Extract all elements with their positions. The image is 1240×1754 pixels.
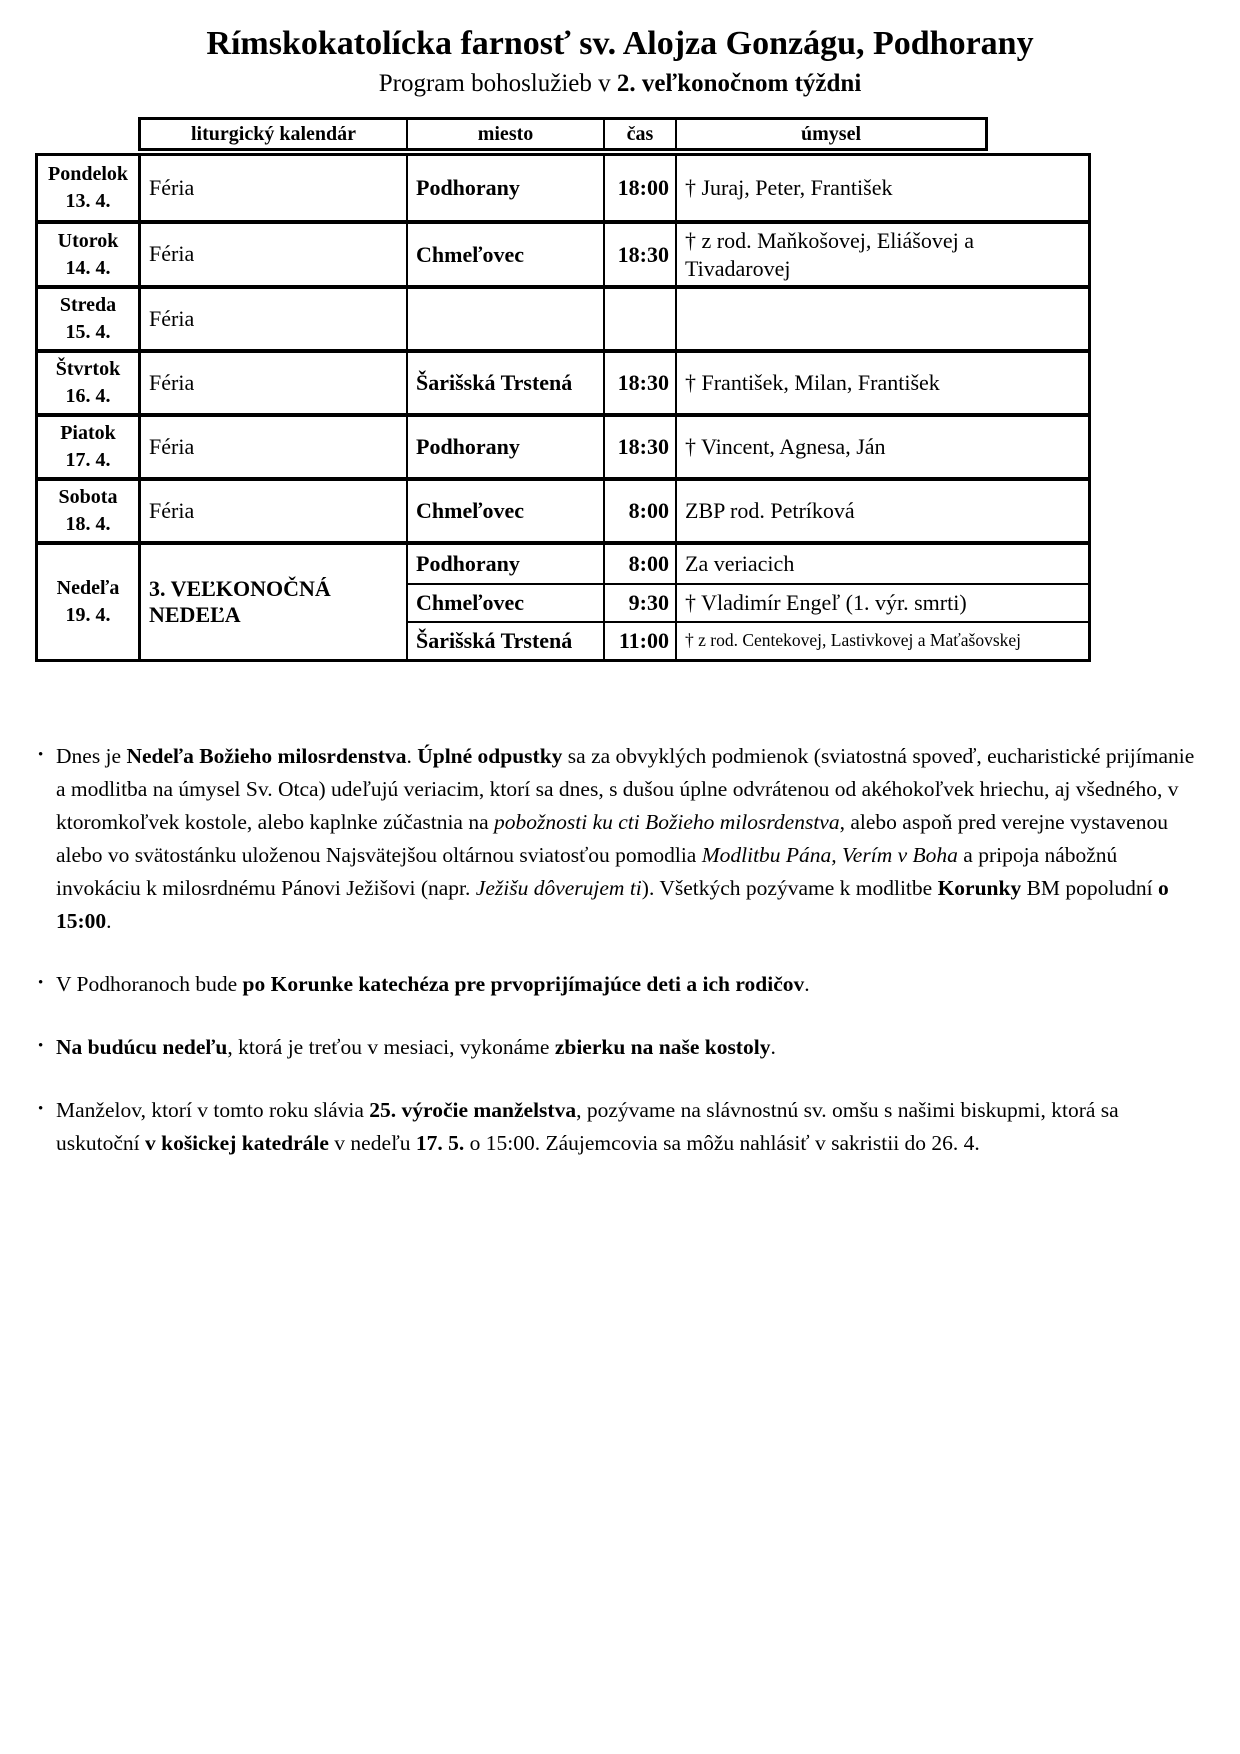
header-cell-intention: úmysel — [675, 120, 985, 148]
bullet-text — [56, 740, 1198, 938]
table-row — [38, 349, 1088, 413]
text-run: , pozývame na slávnostnú sv. omšu s našimi biskupmi, ktorá sa uskutoční — [56, 1098, 1119, 1156]
calendar-cell: Féria — [149, 497, 195, 523]
entries — [406, 417, 1088, 477]
cas-cell: 8:00 — [603, 481, 675, 541]
entry-row — [406, 289, 1088, 349]
text-run: ). Všetkých pozývame k modlitbe — [641, 876, 938, 901]
day-cell — [38, 545, 141, 659]
day-name: Štvrtok — [55, 358, 121, 381]
text-run: Nedeľa Božieho milosrdenstva — [126, 744, 407, 769]
day-date: 18. 4. — [65, 513, 111, 536]
umysel-cell: ZBP rod. Petríková — [675, 481, 1088, 541]
page-subtitle — [40, 69, 1200, 99]
text-run: Ježišu dôverujem ti — [475, 876, 642, 901]
miesto-cell: Chmeľovec — [406, 224, 603, 285]
text-run: Korunky — [937, 876, 1022, 901]
text-run: 17. 5. — [415, 1131, 465, 1156]
miesto-cell: Podhorany — [406, 545, 603, 583]
cas-cell: 9:30 — [603, 585, 675, 621]
day-name: Pondelok — [47, 163, 129, 186]
day-name: Streda — [59, 294, 117, 317]
bullet-marker-icon: • — [38, 1101, 44, 1118]
day-name: Nedeľa — [56, 577, 120, 600]
umysel-cell: † František, Milan, František — [675, 353, 1088, 413]
text-run: , alebo aspoň pred verejne vystavenou alebo vo svätostánku uloženou Najsvätejšou oltárnou sviatosťou pomodlia — [56, 810, 1168, 868]
entry-row — [406, 583, 1088, 621]
entry-row — [406, 224, 1088, 285]
table-row — [38, 477, 1088, 541]
day-cell — [38, 224, 141, 285]
calendar-cell: Féria — [149, 369, 195, 395]
calendar-cell: Féria — [149, 241, 195, 267]
day-date: 17. 4. — [65, 449, 111, 472]
text-run: o 15:00. Záujemcovia sa môžu nahlásiť v sakristii do 26. 4. — [464, 1131, 980, 1156]
day-name: Piatok — [60, 422, 116, 445]
miesto-cell: Chmeľovec — [406, 481, 603, 541]
table-row — [38, 413, 1088, 477]
entry-row — [406, 545, 1088, 583]
schedule-body — [35, 153, 1091, 662]
table-row — [38, 285, 1088, 349]
text-run: , ktorá je treťou v mesiaci, vykonáme — [227, 1035, 555, 1060]
umysel-cell — [675, 289, 1088, 349]
entry-row — [406, 481, 1088, 541]
day-cell — [38, 289, 141, 349]
entry-row — [406, 353, 1088, 413]
text-run: sa za obvyklých podmienok (sviatostná spoveď, eucharistické prijímanie a modlitba na úmysel Sv. Otca) udeľujú veriacim, ktorí sa dnes, s dušou úplne odvrátenou od akéhokoľvek hriechu, aj všedného, v ktoromkoľvek kostole, alebo kaplnke zúčastnia na — [56, 744, 1195, 835]
cas-cell: 11:00 — [603, 623, 675, 659]
text-run: 25. výročie manželstva — [369, 1098, 577, 1123]
day-name: Utorok — [57, 229, 119, 252]
day-date: 14. 4. — [65, 256, 111, 279]
cas-cell: 18:00 — [603, 156, 675, 220]
entries — [406, 224, 1088, 285]
miesto-cell — [406, 289, 603, 349]
header-cell-place: miesto — [406, 120, 603, 148]
day-cell — [38, 481, 141, 541]
text-run: Modlitbu Pána, Verím v Boha — [701, 843, 958, 868]
entries — [406, 545, 1088, 659]
entries — [406, 353, 1088, 413]
umysel-cell: † z rod. Maňkošovej, Eliášovej a Tivadarovej — [675, 224, 1088, 285]
table-row — [38, 156, 1088, 220]
page-title: Rímskokatolícka farnosť sv. Alojza Gonzágu, Podhorany — [206, 25, 1034, 62]
text-run: BM popoludní — [1021, 876, 1158, 901]
bullet-item — [38, 740, 1198, 938]
day-cell — [38, 353, 141, 413]
text-run: zbierku na naše kostoly — [554, 1035, 771, 1060]
bullet-text — [56, 1094, 1198, 1160]
calendar-cell: Féria — [149, 174, 195, 200]
day-date: 16. 4. — [65, 385, 111, 408]
entries — [406, 481, 1088, 541]
bullet-list — [38, 740, 1198, 1160]
text-run: v nedeľu — [328, 1131, 416, 1156]
umysel-cell: † Vincent, Agnesa, Ján — [675, 417, 1088, 477]
text-run: Dnes je — [56, 744, 127, 769]
umysel-cell: † Juraj, Peter, František — [675, 156, 1088, 220]
miesto-cell: Podhorany — [406, 156, 603, 220]
bullet-marker-icon: • — [38, 1038, 44, 1055]
schedule-header-row — [138, 117, 988, 151]
text-run: Na budúcu nedeľu — [56, 1035, 228, 1060]
text-run: po Korunke katechéza pre prvoprijímajúce deti a ich rodičov — [242, 972, 805, 997]
cas-cell — [603, 289, 675, 349]
text-run: a pripoja nábožnú invokáciu k milosrdnému Pánovi Ježišovi (napr. — [56, 843, 1118, 901]
bullet-marker-icon: • — [38, 975, 44, 992]
text-run: Program bohoslužieb v — [378, 70, 617, 98]
bullet-item — [38, 1031, 1198, 1064]
text-run: . — [770, 1035, 776, 1060]
text-run: . — [406, 744, 418, 769]
cas-cell: 8:00 — [603, 545, 675, 583]
table-row — [38, 541, 1088, 659]
miesto-cell: Podhorany — [406, 417, 603, 477]
bullet-item — [38, 968, 1198, 1001]
miesto-cell: Šarišská Trstená — [406, 353, 603, 413]
day-name: Sobota — [58, 486, 118, 509]
miesto-cell: Šarišská Trstená — [406, 623, 603, 659]
day-date: 19. 4. — [65, 604, 111, 627]
header-cell-calendar: liturgický kalendár — [190, 122, 356, 145]
cas-cell: 18:30 — [603, 224, 675, 285]
calendar-cell: 3. VEĽKONOČNÁ NEDEĽA — [149, 575, 331, 628]
bullet-text — [56, 968, 1198, 1001]
umysel-cell: † z rod. Centekovej, Lastivkovej a Maťašovskej — [675, 623, 1088, 659]
text-run: pobožnosti ku cti Božieho milosrdenstva — [494, 810, 840, 835]
umysel-cell: Za veriacich — [675, 545, 1088, 583]
text-run: o 15:00 — [56, 876, 1169, 934]
calendar-cell: Féria — [149, 305, 195, 331]
day-date: 13. 4. — [65, 190, 111, 213]
text-run: . — [106, 909, 112, 934]
cas-cell: 18:30 — [603, 353, 675, 413]
day-cell — [38, 156, 141, 220]
entries — [406, 156, 1088, 220]
text-run: . — [804, 972, 810, 997]
text-run: 2. veľkonočnom týždni — [616, 70, 862, 98]
entry-row — [406, 156, 1088, 220]
day-date: 15. 4. — [65, 321, 111, 344]
text-run: Manželov, ktorí v tomto roku slávia — [56, 1098, 370, 1123]
text-run: V Podhoranoch bude — [56, 972, 243, 997]
miesto-cell: Chmeľovec — [406, 585, 603, 621]
bullet-text — [56, 1031, 1198, 1064]
cas-cell: 18:30 — [603, 417, 675, 477]
calendar-cell: Féria — [149, 433, 195, 459]
bullet-item — [38, 1094, 1198, 1160]
entry-row — [406, 417, 1088, 477]
text-run: Úplné odpustky — [417, 744, 563, 769]
schedule-table — [35, 117, 1240, 662]
day-cell — [38, 417, 141, 477]
header-cell-time: čas — [603, 120, 675, 148]
entries — [406, 289, 1088, 349]
bullet-marker-icon: • — [38, 747, 44, 764]
text-run: v košickej katedrále — [144, 1131, 329, 1156]
table-row — [38, 220, 1088, 285]
entry-row — [406, 621, 1088, 659]
umysel-cell: † Vladimír Engeľ (1. výr. smrti) — [675, 585, 1088, 621]
